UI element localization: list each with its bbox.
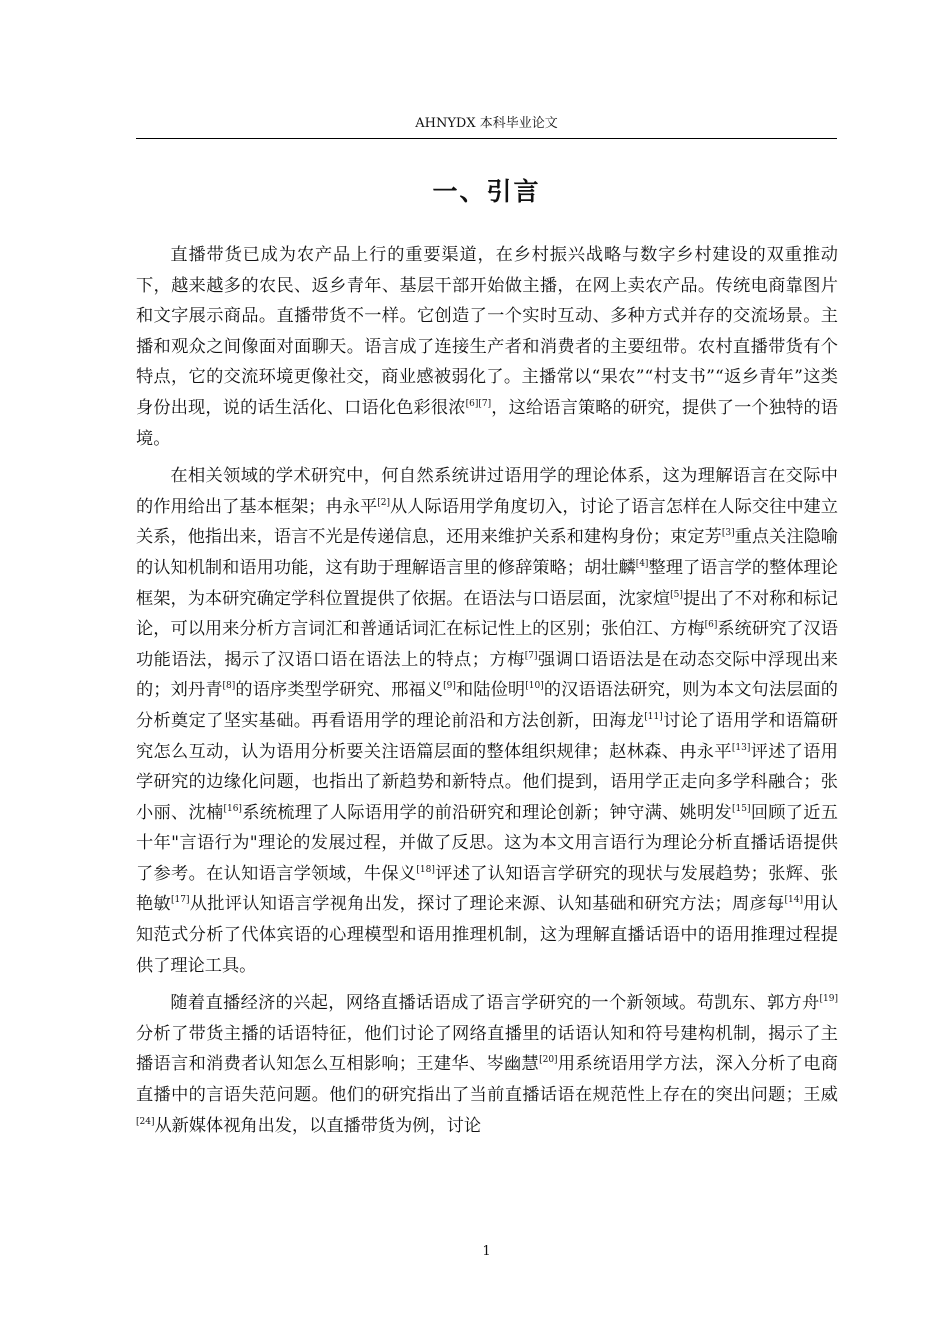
citation-marker: [3]: [721, 528, 735, 539]
body-text: [136, 240, 838, 1148]
paragraph-1: [136, 240, 838, 454]
text-run: 系统研究了汉语功能语法，揭示了汉语口语在语法上的特点；方梅: [136, 619, 838, 670]
citation-marker: [18]: [416, 864, 435, 875]
citation-marker: [4]: [635, 558, 649, 569]
section-title: 一、引言: [432, 177, 541, 206]
paragraph-2: [136, 461, 838, 981]
text-run: 提出了不对称和标记论，可以用来分析方言词汇和普通话词汇在标记性上的区别；张伯江、方梅: [136, 588, 838, 640]
citation-marker: [2]: [377, 497, 390, 508]
citation-marker: [7]: [524, 650, 538, 661]
running-header: AHNYDX 本科毕业论文: [415, 116, 558, 131]
text-run: 评述了语用学研究的边缘化问题，也指出了新趋势和新特点。他们提到，语用学正走向多学科融合；张小丽、沈楠: [136, 741, 838, 823]
text-run: 系统梳理了人际语用学的前沿研究和理论创新；钟守满、姚明发: [241, 802, 733, 823]
citation-marker: [16]: [223, 803, 242, 814]
text-run: 的汉语语法研究，则为本文句法层面的分析奠定了坚实基础。再看语用学的理论前沿和方法创新，田海龙: [136, 680, 838, 731]
text-run: ，这给语言策略的研究，提供了一个独特的语境。: [136, 397, 838, 449]
citation-marker: [24]: [136, 1116, 155, 1127]
citation-marker: [14]: [784, 895, 803, 906]
text-run: 重点关注隐喻的认知机制和语用功能，这有助于理解语言里的修辞策略；胡壮麟: [136, 527, 838, 578]
citation-marker: [15]: [732, 803, 751, 814]
citation-marker: [10]: [525, 681, 544, 692]
text-run: 随着直播经济的兴起，网络直播话语成了语言学研究的一个新领域。苟凯东、郭方舟: [170, 993, 820, 1014]
text-run: 从人际语用学角度切入，讨论了语言怎样在人际交往中建立关系，他指出来，语言不光是传递信息，还用来维护关系和建构身份；束定芳: [136, 496, 838, 548]
text-run: 强调口语语法是在动态交际中浮现出来的；刘丹青: [136, 649, 838, 701]
text-run: 从批评认知语言学视角出发，探讨了理论来源、认知基础和研究方法；周彦每: [189, 894, 785, 915]
citation-marker: [8]: [222, 681, 236, 692]
text-run: 整理了语言学的整体理论框架，为本研究确定学科位置提供了依据。在语法与口语层面，沈家煊: [136, 557, 838, 609]
paragraph-3: [136, 988, 838, 1141]
citation-marker: [6]: [704, 620, 718, 631]
citation-marker: [9]: [443, 681, 456, 692]
text-run: 讨论了语用学和语篇研究怎么互动，认为语用分析要关注语篇层面的整体组织规律；赵林森、冉永平: [136, 710, 838, 762]
text-run: 从新媒体视角出发，以直播带货为例，讨论: [154, 1115, 482, 1136]
text-run: 的语序类型学研究、邢福义: [235, 680, 444, 701]
citation-marker: [5]: [670, 589, 683, 600]
citation-marker: [19]: [819, 994, 838, 1005]
text-run: 分析了带货主播的话语特征，他们讨论了网络直播里的话语认知和符号建构机制，揭示了主播语言和消费者认知怎么互相影响；王建华、岑幽慧: [136, 1023, 838, 1075]
text-run: 用认知范式分析了代体宾语的心理模型和语用推理机制，这为理解直播话语中的语用推理过程提供了理论工具。: [136, 894, 838, 976]
citation-marker: [17]: [170, 895, 190, 906]
citation-marker: [6][7]: [465, 398, 492, 409]
text-run: 直播带货已成为农产品上行的重要渠道，在乡村振兴战略与数字乡村建设的双重推动下，越来越多的农民、返乡青年、基层干部开始做主播，在网上卖农产品。传统电商靠图片和文字展示商品。直播带货不一样。它创造了一个实时互动、多种方式并存的交流场景。主播和观众之间像面对面聊天。语言成了连接生产者和消费者的主要纽带。农村直播带货有个特点，它的交流环境更像社交，商业感被弱化了。主播常以“果农”“村支书”“返乡青年”这类身份出现，说的话生活化、口语化色彩很浓: [136, 245, 838, 418]
text-run: 用系统语用学方法，深入分析了电商直播中的言语失范问题。他们的研究指出了当前直播话语在规范性上存在的突出问题；王威: [136, 1054, 838, 1106]
text-run: 在相关领域的学术研究中，何自然系统讲过语用学的理论体系，这为理解语言在交际中的作用给出了基本框架；冉永平: [136, 466, 838, 517]
header-rule: [136, 138, 837, 139]
citation-marker: [20]: [539, 1055, 558, 1066]
page-number: 1: [482, 1244, 491, 1259]
text-run: 评述了认知语言学研究的现状与发展趋势；张辉、张艳敏: [136, 863, 838, 915]
citation-marker: [11]: [644, 711, 663, 722]
citation-marker: [13]: [731, 742, 751, 753]
text-run: 回顾了近五十年"言语行为"理论的发展过程，并做了反思。这为本文用言语行为理论分析直播话语提供了参考。在认知语言学领域，牛保义: [136, 802, 838, 884]
text-run: 和陆俭明: [455, 680, 526, 701]
